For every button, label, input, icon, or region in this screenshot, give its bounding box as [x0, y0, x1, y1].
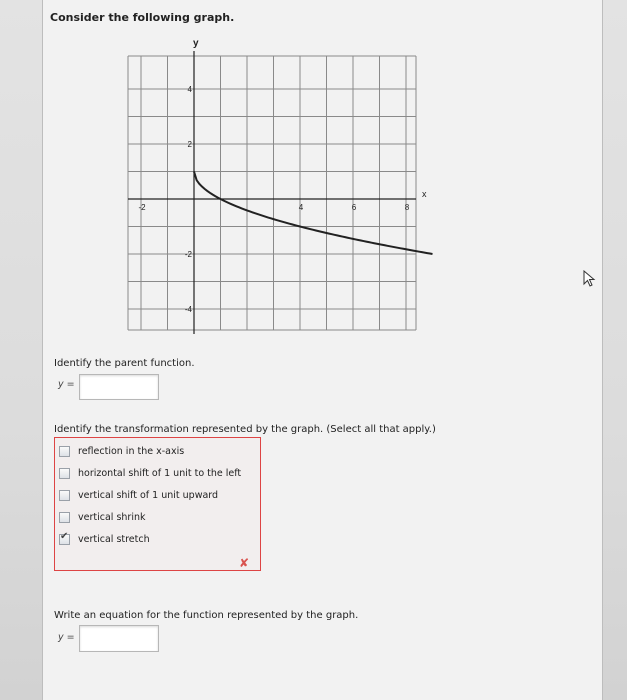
y-tick-label: 2 [187, 140, 192, 149]
transformation-choices [54, 437, 261, 571]
parent-y-label: y = [58, 379, 75, 390]
function-graph [0, 0, 627, 340]
choice-label: horizontal shift of 1 unit to the left [78, 467, 242, 479]
choice-label: vertical shift of 1 unit upward [78, 489, 219, 501]
question-title: Consider the following graph. [50, 11, 235, 24]
x-tick-label: 6 [351, 203, 357, 212]
choice-horizontal-shift[interactable] [59, 465, 241, 481]
function-curve [194, 172, 433, 255]
incorrect-x-icon: ✘ [239, 556, 250, 570]
y-tick-label: -2 [184, 250, 192, 259]
choice-label: vertical shrink [78, 511, 146, 523]
y-tick-label: -4 [184, 305, 192, 314]
axes [128, 51, 416, 334]
choice-vertical-shrink[interactable] [59, 509, 145, 525]
checkbox-checked-icon[interactable] [59, 534, 70, 545]
y-tick-label: 4 [187, 85, 192, 94]
parent-function-prompt: Identify the parent function. [54, 358, 195, 369]
checkbox-icon[interactable] [59, 490, 70, 501]
transformation-prompt: Identify the transformation represented by the graph. (Select all that apply.) [54, 424, 436, 435]
equation-y-label: y = [58, 632, 75, 643]
grid [128, 56, 416, 330]
equation-input[interactable] [79, 625, 159, 652]
y-axis-label: y [193, 38, 199, 49]
checkbox-icon[interactable] [59, 446, 70, 457]
choice-label: vertical stretch [78, 533, 150, 545]
x-tick-label: 4 [298, 203, 304, 212]
equation-prompt: Write an equation for the function represented by the graph. [54, 610, 359, 621]
choice-vertical-shift[interactable] [59, 487, 218, 503]
x-tick-label: 8 [404, 203, 410, 212]
x-axis-label: x [422, 189, 427, 199]
checkbox-icon[interactable] [59, 512, 70, 523]
choice-vertical-stretch[interactable] [59, 531, 150, 547]
checkbox-icon[interactable] [59, 468, 70, 479]
x-tick-label: -2 [138, 203, 146, 212]
parent-function-input[interactable] [79, 374, 159, 400]
choice-reflection[interactable] [59, 443, 184, 459]
mouse-pointer-icon [583, 270, 597, 288]
choice-label: reflection in the x-axis [78, 445, 185, 457]
